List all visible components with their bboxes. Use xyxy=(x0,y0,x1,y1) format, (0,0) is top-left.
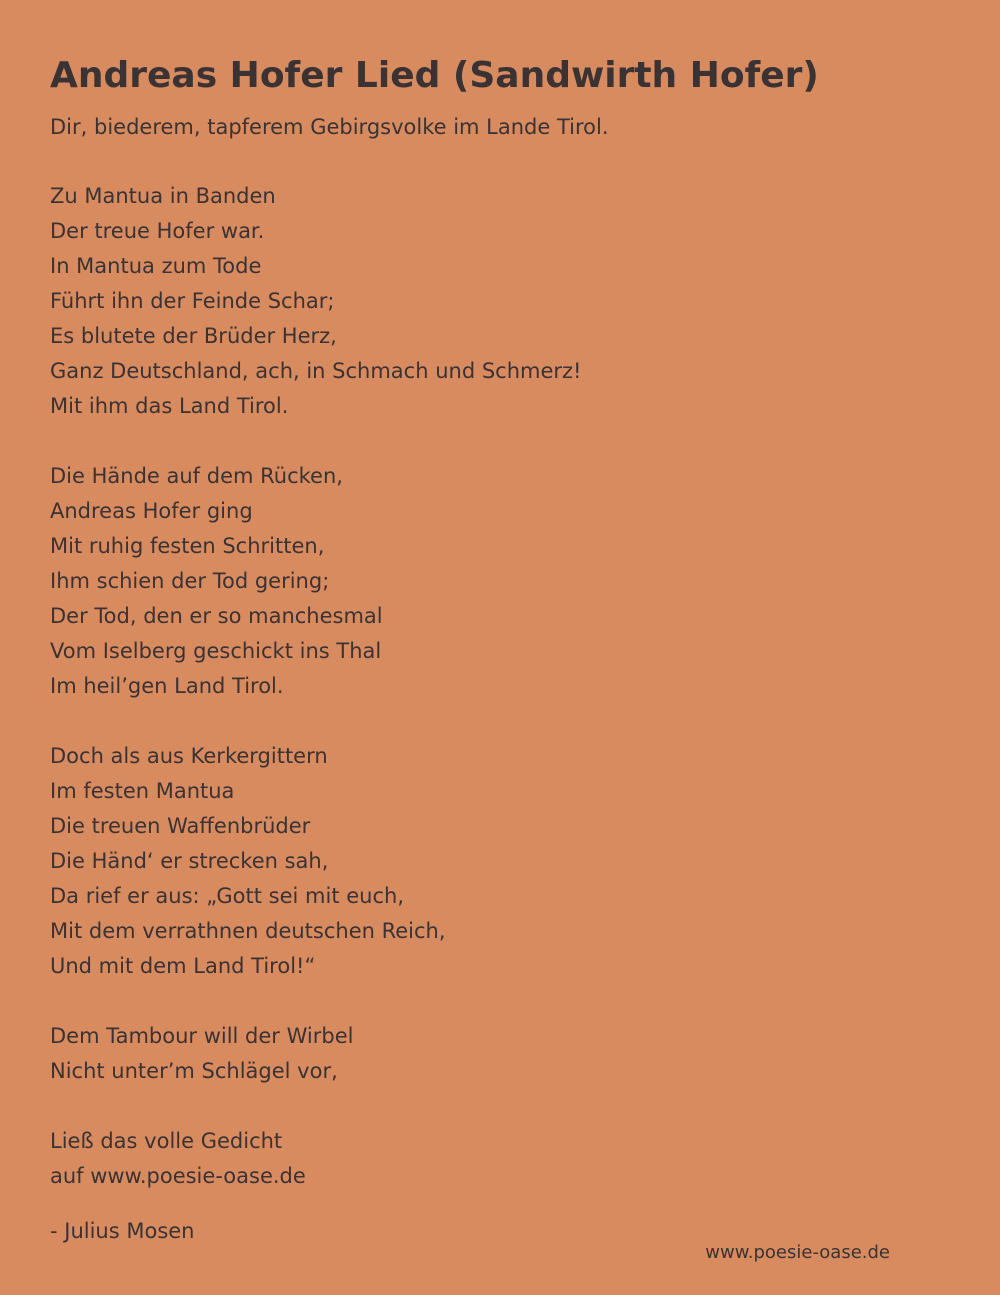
poem-line: Es blutete der Brüder Herz, xyxy=(50,324,337,348)
poem-line: Und mit dem Land Tirol!“ xyxy=(50,954,316,978)
poem-line: Nicht unter’m Schlägel vor, xyxy=(50,1059,338,1083)
poem-line: Doch als aus Kerkergittern xyxy=(50,744,328,768)
stanza-2 xyxy=(50,459,383,704)
stanza-3 xyxy=(50,739,446,984)
poem-line: Die Händ‘ er strecken sah, xyxy=(50,849,329,873)
poem-line: Die treuen Waffenbrüder xyxy=(50,814,311,838)
poem-line: Der Tod, den er so manchesmal xyxy=(50,604,383,628)
poem-line: Die Hände auf dem Rücken, xyxy=(50,464,343,488)
poem-line: Mit dem verrathnen deutschen Reich, xyxy=(50,919,446,943)
poem-line: Ganz Deutschland, ach, in Schmach und Schmerz! xyxy=(50,359,582,383)
poem-line: Der treue Hofer war. xyxy=(50,219,265,243)
poem-title: Andreas Hofer Lied (Sandwirth Hofer) xyxy=(50,55,819,96)
stanza-1 xyxy=(50,179,581,424)
poem-line: Im heil’gen Land Tirol. xyxy=(50,674,284,698)
cta-line: auf www.poesie-oase.de xyxy=(50,1164,306,1188)
poem-author: - Julius Mosen xyxy=(50,1219,195,1243)
poem-line: Mit ihm das Land Tirol. xyxy=(50,394,289,418)
poem-line: Dem Tambour will der Wirbel xyxy=(50,1024,354,1048)
poem-line: Führt ihn der Feinde Schar; xyxy=(50,289,335,313)
poem-line: Zu Mantua in Banden xyxy=(50,184,276,208)
read-full-poem-note xyxy=(50,1124,306,1194)
poem-line: In Mantua zum Tode xyxy=(50,254,262,278)
stanza-4 xyxy=(50,1019,353,1089)
poem-line: Im festen Mantua xyxy=(50,779,235,803)
poem-line: Vom Iselberg geschickt ins Thal xyxy=(50,639,382,663)
poem-dedication: Dir, biederem, tapferem Gebirgsvolke im Lande Tirol. xyxy=(50,115,609,139)
poem-line: Da rief er aus: „Gott sei mit euch, xyxy=(50,884,404,908)
site-watermark: www.poesie-oase.de xyxy=(705,1242,890,1263)
poem-line: Andreas Hofer ging xyxy=(50,499,253,523)
poem-line: Ihm schien der Tod gering; xyxy=(50,569,330,593)
poem-line: Mit ruhig festen Schritten, xyxy=(50,534,325,558)
cta-line: Ließ das volle Gedicht xyxy=(50,1129,283,1153)
